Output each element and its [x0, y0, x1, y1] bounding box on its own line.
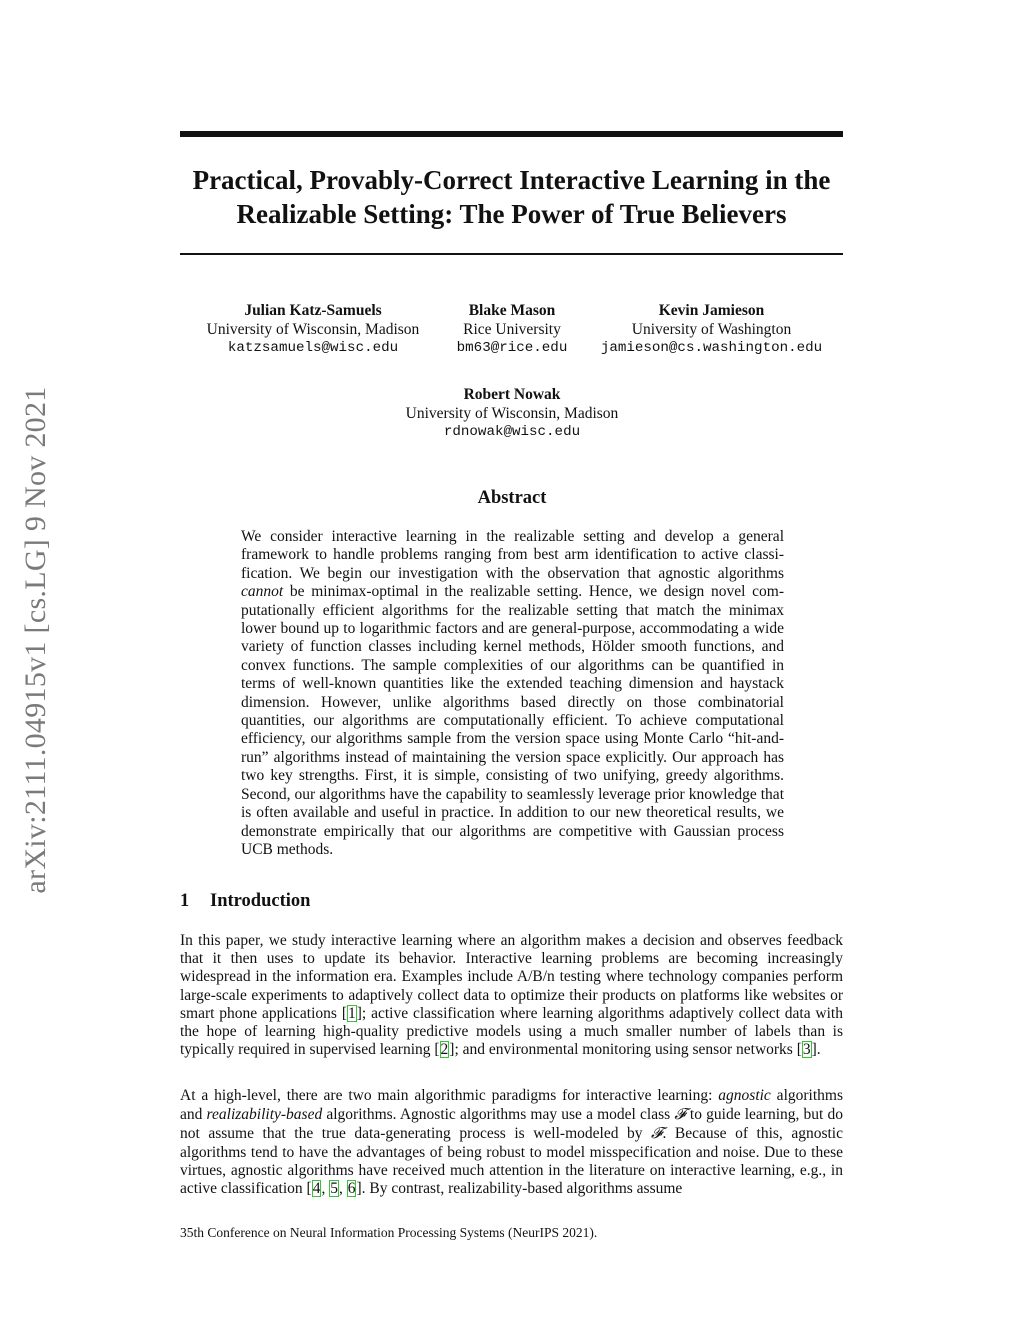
text-run: . Because of this, agnostic algorithms tend to have the advantages of being robust to model misspecification and noise. Due to these virtues, agnostic algorithms have received much attention in the literature on interactive learning, e.g., in active classification [	[180, 1125, 843, 1198]
author-name: Blake Mason	[468, 302, 556, 319]
paper-title: Practical, Provably-Correct Interactive Learning in the Realizable Setting: The Power of True Believers	[192, 165, 831, 229]
author-block	[445, 301, 579, 358]
author-name: Robert Nowak	[463, 386, 561, 403]
citation-link[interactable]: 2	[440, 1041, 449, 1059]
emphasis: agnostic	[718, 1087, 771, 1104]
citation-link[interactable]: 5	[330, 1180, 338, 1198]
arxiv-stamp: arXiv:2111.04915v1 [cs.LG] 9 Nov 2021	[19, 386, 52, 894]
section-number: 1	[180, 891, 190, 911]
citation-link[interactable]: 4	[312, 1180, 321, 1198]
author-email[interactable]: rdnowak@wisc.edu	[443, 424, 581, 440]
author-block	[594, 301, 829, 358]
conference-footnote: 35th Conference on Neural Information Processing Systems (NeurIPS 2021).	[180, 1225, 598, 1240]
author-affiliation: University of Wisconsin, Madison	[405, 405, 619, 422]
separator: ,	[338, 1180, 347, 1198]
citation-link[interactable]: 6	[347, 1180, 356, 1198]
emphasis: realizability-based	[206, 1106, 323, 1124]
math-symbol: 𝓕	[651, 1124, 663, 1143]
text-run: ]. By contrast, realizability-based algorithms assume	[356, 1180, 683, 1198]
author-name: Julian Katz-Samuels	[244, 302, 382, 319]
abstract-text-part: be minimax-optimal in the realizable setting. Hence, we design novel computationally efficient algorithms for the realizable setting that match the minimax lower bound up to logarithmic factors and are general-purpose, accommodating a wide variety of function classes including kernel methods, Hölder smooth functions, and convex functions. The sample complexities of our algorithms can be quantified in terms of well-known quantities like the extended teaching dimension and haystack dimension. However, unlike algorithms based directly on those combinatorial quantities, our algorithms are computationally efficient. To achieve computational efficiency, our algorithms sample from the version space using Monte Carlo “hit-and-run” algorithms instead of maintaining the version space explicitly. Our approach has two key strengths. First, it is simple, consisting of two unifying, greedy algorithms. Second, our algorithms have the capability to seamlessly leverage prior knowledge that is often available and useful in practice. In addition to our new theoretical results, we demonstrate empirically that our algorithms are competitive with Gaussian process UCB methods.	[241, 583, 784, 858]
intro-paragraph-2	[180, 1087, 843, 1198]
title-rule-top	[180, 131, 843, 137]
section-heading	[180, 890, 310, 912]
intro-paragraph-1	[180, 932, 843, 1059]
text-run: At a high-level, there are two main algorithmic paradigms for interactive learning:	[180, 1087, 719, 1104]
author-block	[362, 385, 662, 442]
abstract-heading: Abstract	[477, 488, 547, 508]
section-title: Introduction	[210, 891, 311, 911]
author-email[interactable]: bm63@rice.edu	[456, 340, 568, 356]
separator: ,	[321, 1180, 330, 1198]
text-run: algorithms. Agnostic algorithms may use a model class	[322, 1106, 675, 1124]
text-run: algorithms and	[180, 1087, 843, 1124]
citation-link[interactable]: 1	[347, 1004, 356, 1022]
text-run: ]; and environmental monitoring using sensor networks [	[449, 1041, 802, 1059]
author-affiliation: University of Washington	[631, 321, 792, 338]
math-symbol: 𝓕	[674, 1105, 686, 1124]
author-email[interactable]: katzsamuels@wisc.edu	[227, 340, 399, 356]
abstract-text	[241, 528, 784, 859]
text-run: ].	[811, 1041, 821, 1059]
title-rule-bottom	[180, 253, 843, 255]
text-run: to guide learning, but do not assume that the true data-generating process is well-modeled by	[180, 1106, 843, 1143]
text-run: ]; active classification where learning algorithms adaptively collect data with the hope of learning high-quality predictive models using a much smaller number of labels than is typically required in supervised learning [	[180, 1004, 843, 1059]
author-affiliation: Rice University	[463, 321, 561, 338]
abstract-text-part: We consider interactive learning in the realizable setting and develop a general framework to handle problems ranging from best arm identification to active classification. We begin our investigation with the observation that agnostic algorithms	[241, 528, 784, 582]
text-run: In this paper, we study interactive learning where an algorithm makes a decision and observes feedback that it then uses to update its behavior. Interactive learning problems are becoming increasingly widespread in the information era. Examples include A/B/n testing where technology companies perform large-scale experiments to adaptively collect data to optimize their products on platforms like websites or smart phone applications [	[180, 932, 843, 1022]
author-email[interactable]: jamieson@cs.washington.edu	[600, 340, 823, 356]
abstract-emphasis: cannot	[241, 583, 284, 601]
author-name: Kevin Jamieson	[658, 302, 765, 319]
citation-link[interactable]: 3	[802, 1041, 811, 1059]
author-affiliation: University of Wisconsin, Madison	[206, 321, 420, 338]
author-block	[188, 301, 438, 358]
